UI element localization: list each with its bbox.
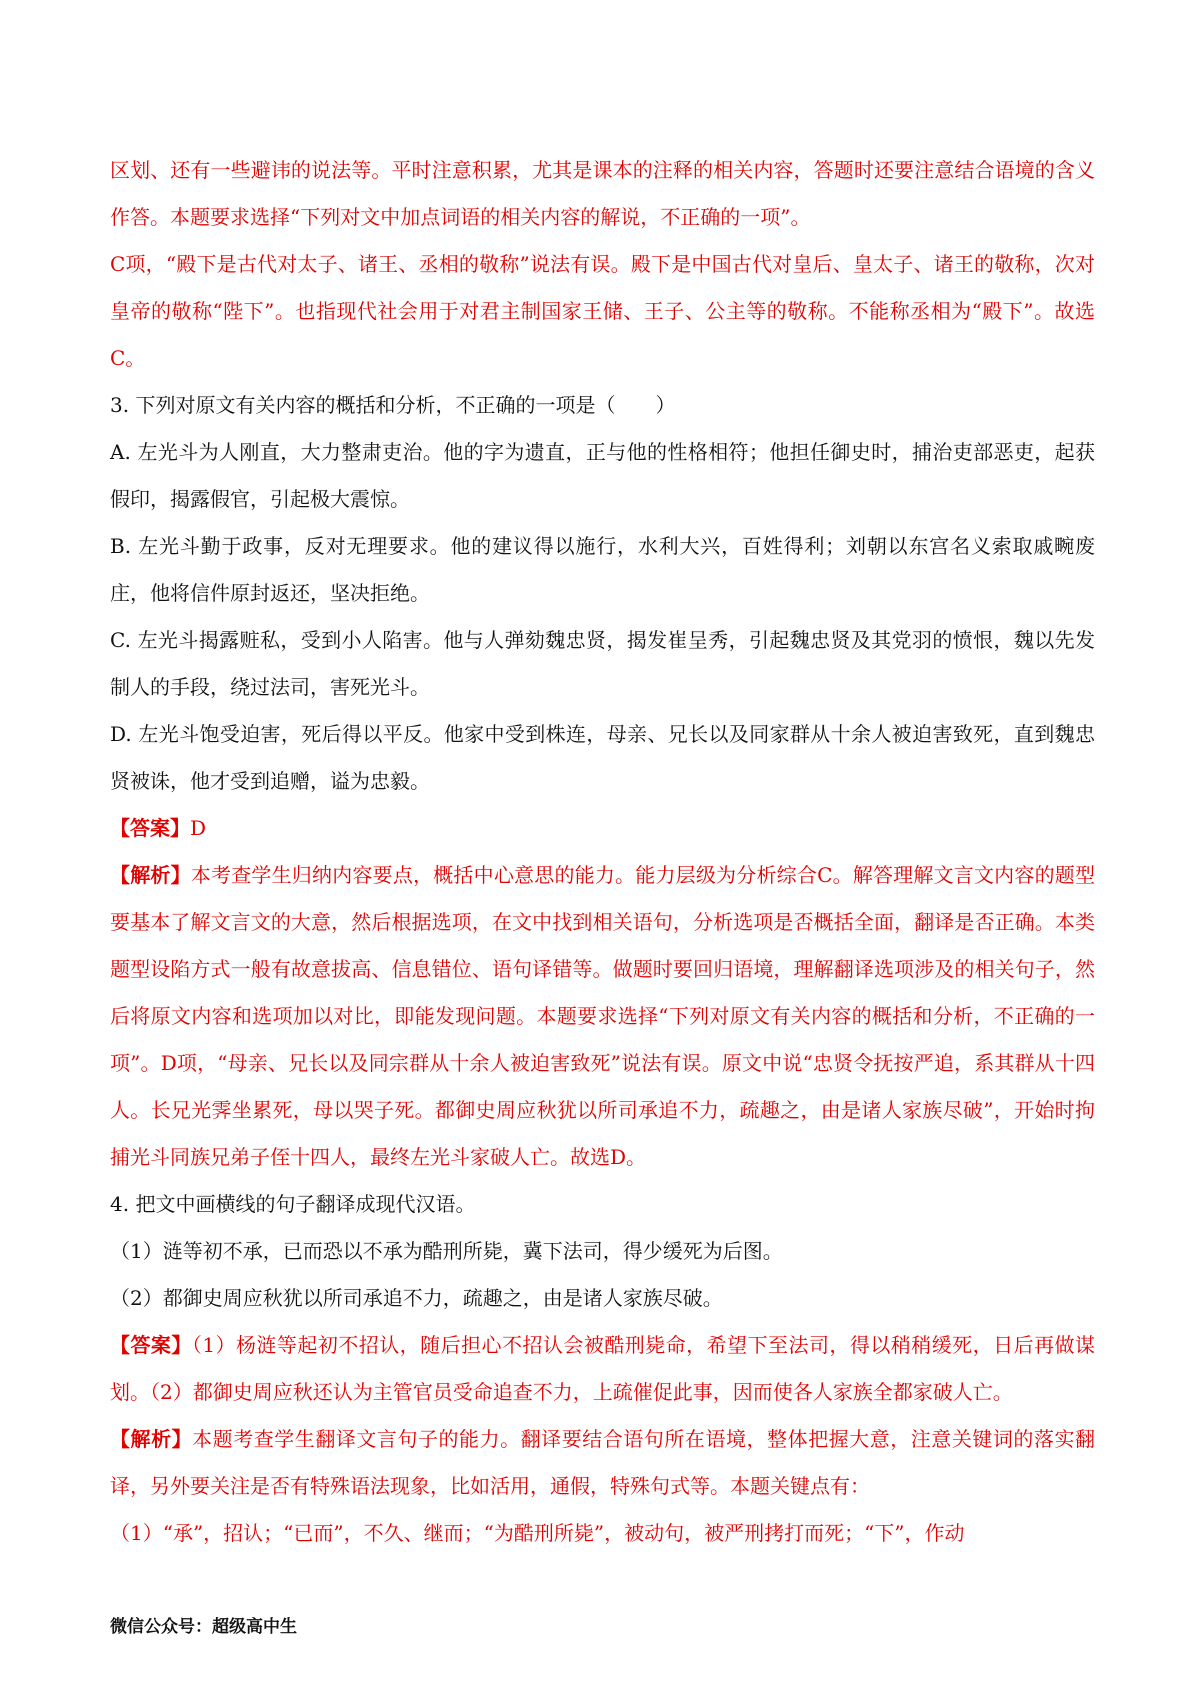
footer-wechat-account: 微信公众号：超级高中生 — [110, 1617, 297, 1637]
option-a: A. 左光斗为人刚直，大力整肃吏治。他的字为遗直，正与他的性格相符；他担任御史时，捕治吏部恶吏，起获假印，揭露假官，引起极大震惊。 — [110, 440, 1095, 511]
question-4: 4. 把文中画横线的句子翻译成现代汉语。 — [110, 1192, 476, 1216]
question-3: 3. 下列对原文有关内容的概括和分析，不正确的一项是（ ） — [110, 393, 676, 417]
option-d: D. 左光斗饱受迫害，死后得以平反。他家中受到株连，母亲、兄长以及同家群从十余人被迫害致死，直到魏忠贤被诛，他才受到追赠，谥为忠毅。 — [110, 722, 1095, 793]
answer-4: 【答案】（1）杨涟等起初不招认，随后担心不招认会被酷刑毙命，希望下至法司，得以稍稍缓死，日后再做谋划。（2）都御史周应秋还认为主管官员受命追查不力，上疏催促此事，因而使各人家族全都家破人亡。 — [110, 1333, 1095, 1404]
answer-tag: 【答案】 — [110, 816, 190, 840]
option-c: C. 左光斗揭露赃私，受到小人陷害。他与人弹劾魏忠贤，揭发崔呈秀，引起魏忠贤及其党羽的愤恨，魏以先发制人的手段，绕过法司，害死光斗。 — [110, 628, 1095, 699]
question-4-sentence-1: （1）涟等初不承，已而恐以不承为酷刑所毙，冀下法司，得少缓死为后图。 — [110, 1239, 783, 1263]
option-b: B. 左光斗勤于政事，反对无理要求。他的建议得以施行，水利大兴，百姓得利；刘朝以东宫名义索取戚畹废庄，他将信件原封返还，坚决拒绝。 — [110, 534, 1095, 605]
document-body — [110, 147, 1095, 1557]
analysis-3: 【解析】本考查学生归纳内容要点，概括中心意思的能力。能力层级为分析综合C。解答理解文言文内容的题型要基本了解文言文的大意，然后根据选项，在文中找到相关语句，分析选项是否概括全面，翻译是否正确。本类题型设陷方式一般有故意拔高、信息错位、语句译错等。做题时要回归语境，理解翻译选项涉及的相关句子，然后将原文内容和选项加以对比，即能发现问题。本题要求选择“下列对原文有关内容的概括和分析，不正确的一项”。D项，“母亲、兄长以及同宗群从十余人被迫害致死”说法有误。原文中说“忠贤令抚按严追，系其群从十四人。长兄光霁坐累死，母以哭子死。都御史周应秋犹以所司承追不力，疏趣之，由是诸人家族尽破”，开始时拘捕光斗同族兄弟子侄十四人，最终左光斗家破人亡。故选D。 — [110, 863, 1095, 1169]
analysis-tag: 【解析】 — [110, 1427, 193, 1451]
answer-3: 【答案】D — [110, 816, 207, 840]
question-4-sentence-2: （2）都御史周应秋犹以所司承追不力，疏趣之，由是诸人家族尽破。 — [110, 1286, 723, 1310]
analysis-4: 【解析】本题考查学生翻译文言句子的能力。翻译要结合语句所在语境，整体把握大意，注意关键词的落实翻译，另外要关注是否有特殊语法现象，比如活用，通假，特殊句式等。本题关键点有： — [110, 1427, 1096, 1498]
analysis-4-point-1: （1）“承”，招认；“已而”，不久、继而；“为酷刑所毙”，被动句，被严刑拷打而死；“下”，作动 — [110, 1521, 965, 1545]
answer-tag: 【答案】 — [110, 1333, 192, 1357]
paragraph-explanation-continued: 区划、还有一些避讳的说法等。平时注意积累，尤其是课本的注释的相关内容，答题时还要注意结合语境的含义作答。本题要求选择“下列对文中加点词语的相关内容的解说，不正确的一项”。 — [110, 158, 1095, 229]
analysis-tag: 【解析】 — [110, 863, 191, 887]
paragraph-option-c-analysis: C项，“殿下是古代对太子、诸王、丞相的敬称”说法有误。殿下是中国古代对皇后、皇太子、诸王的敬称，次对皇帝的敬称“陛下”。也指现代社会用于对君主制国家王储、王子、公主等的敬称。不能称丞相为“殿下”。故选C。 — [110, 252, 1095, 370]
